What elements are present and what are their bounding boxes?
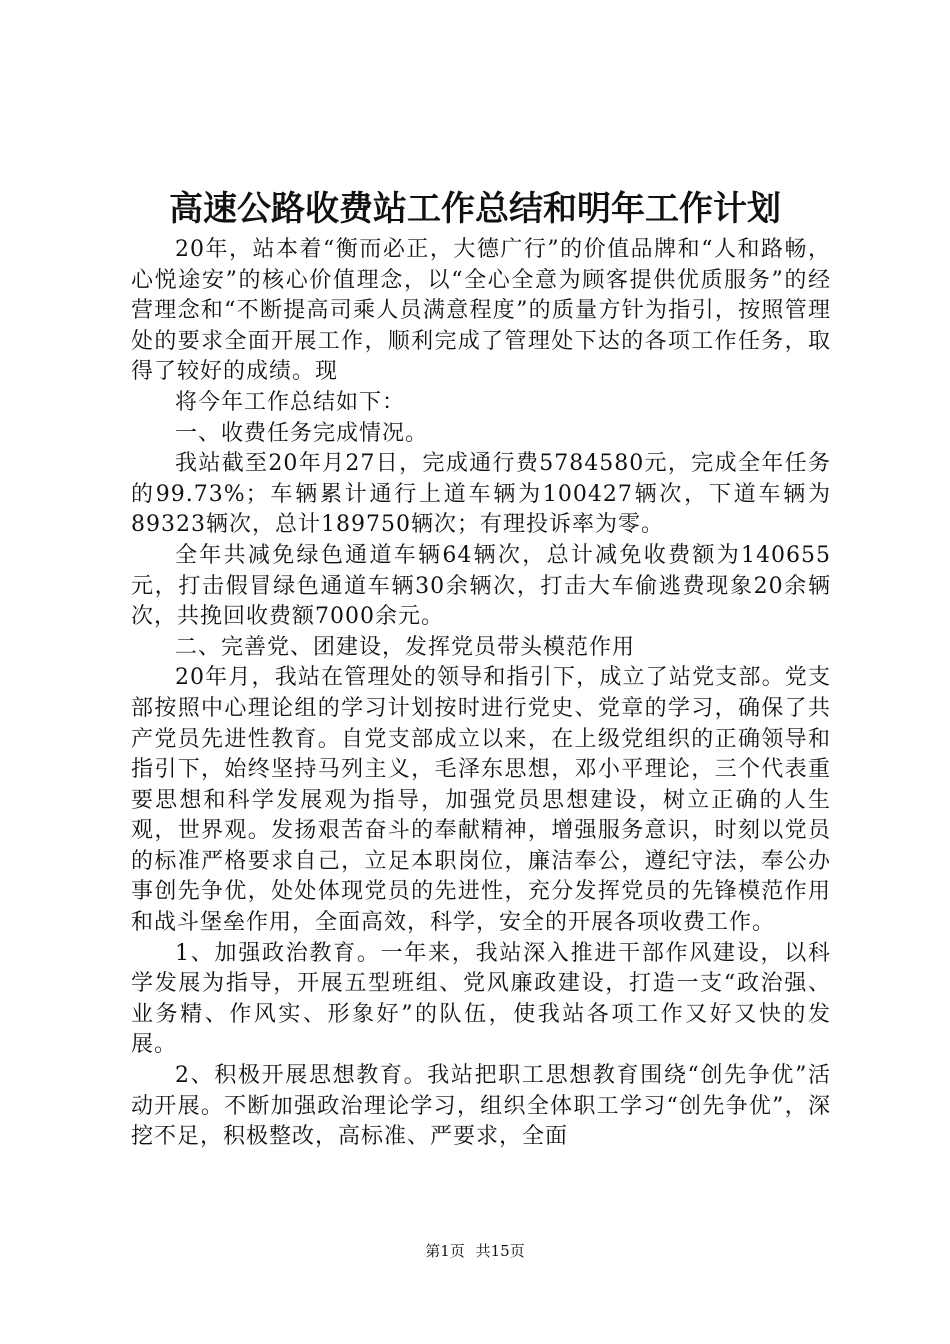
- section-heading-toll-tasks: 一、收费任务完成情况。: [175, 420, 429, 446]
- total-pages: 共15页: [475, 1242, 525, 1260]
- page-number: 第1页: [425, 1242, 465, 1260]
- paragraph-intro: 20年，站本着“衡而必正，大德广行”的价值品牌和“人和路畅，心悦途安”的核心价值理念，以“全心全意为顾客提供优质服务”的经营理念和“不断提高司乘人员满意程度”的质量方针为指引，按照管理处的要求全面开展工作，顺利完成了管理处下达的各项工作任务，取得了较好的成绩。现: [131, 237, 831, 385]
- section-heading-party-building: 二、完善党、团建设，发挥党员带头模范作用: [175, 634, 636, 660]
- document-title: 高速公路收费站工作总结和明年工作计划: [169, 189, 781, 229]
- paragraph-ideological-education: 2、积极开展思想教育。我站把职工思想教育围绕“创先争优”活动开展。不断加强政治理论学习，组织全体职工学习“创先争优”，深挖不足，积极整改，高标准、严要求，全面: [131, 1063, 831, 1150]
- page-footer: [0, 1241, 950, 1261]
- paragraph-toll-results: 我站截至20年月27日，完成通行费5784580元，完成全年任务的99.73%；车辆累计通行上道车辆为100427辆次，下道车辆为89323辆次，总计189750辆次；有理投诉率为零。: [131, 451, 831, 538]
- paragraph-summary-lead: 将今年工作总结如下：: [175, 389, 406, 415]
- document-body: [131, 235, 831, 1153]
- paragraph-party-branch: 20年月，我站在管理处的领导和指引下，成立了站党支部。党支部按照中心理论组的学习计划按时进行党史、党章的学习，确保了共产党员先进性教育。自党支部成立以来，在上级党组织的正确领导和指引下，始终坚持马列主义，毛泽东思想，邓小平理论，三个代表重要思想和科学发展观为指导，加强党员思想建设，树立正确的人生观，世界观。发扬艰苦奋斗的奉献精神，增强服务意识，时刻以党员的标准严格要求自己，立足本职岗位，廉洁奉公，遵纪守法，奉公办事创先争优，处处体现党员的先进性，充分发挥党员的先锋模范作用和战斗堡垒作用，全面高效，科学，安全的开展各项收费工作。: [131, 665, 831, 936]
- paragraph-political-education: 1、加强政治教育。一年来，我站深入推进干部作风建设，以科学发展为指导，开展五型班组、党风廉政建设，打造一支“政治强、业务精、作风实、形象好”的队伍，使我站各项工作又好又快的发展。: [131, 940, 831, 1058]
- paragraph-green-channel: 全年共减免绿色通道车辆64辆次，总计减免收费额为140655元，打击假冒绿色通道车辆30余辆次，打击大车偷逃费现象20余辆次，共挽回收费额7000余元。: [131, 542, 831, 630]
